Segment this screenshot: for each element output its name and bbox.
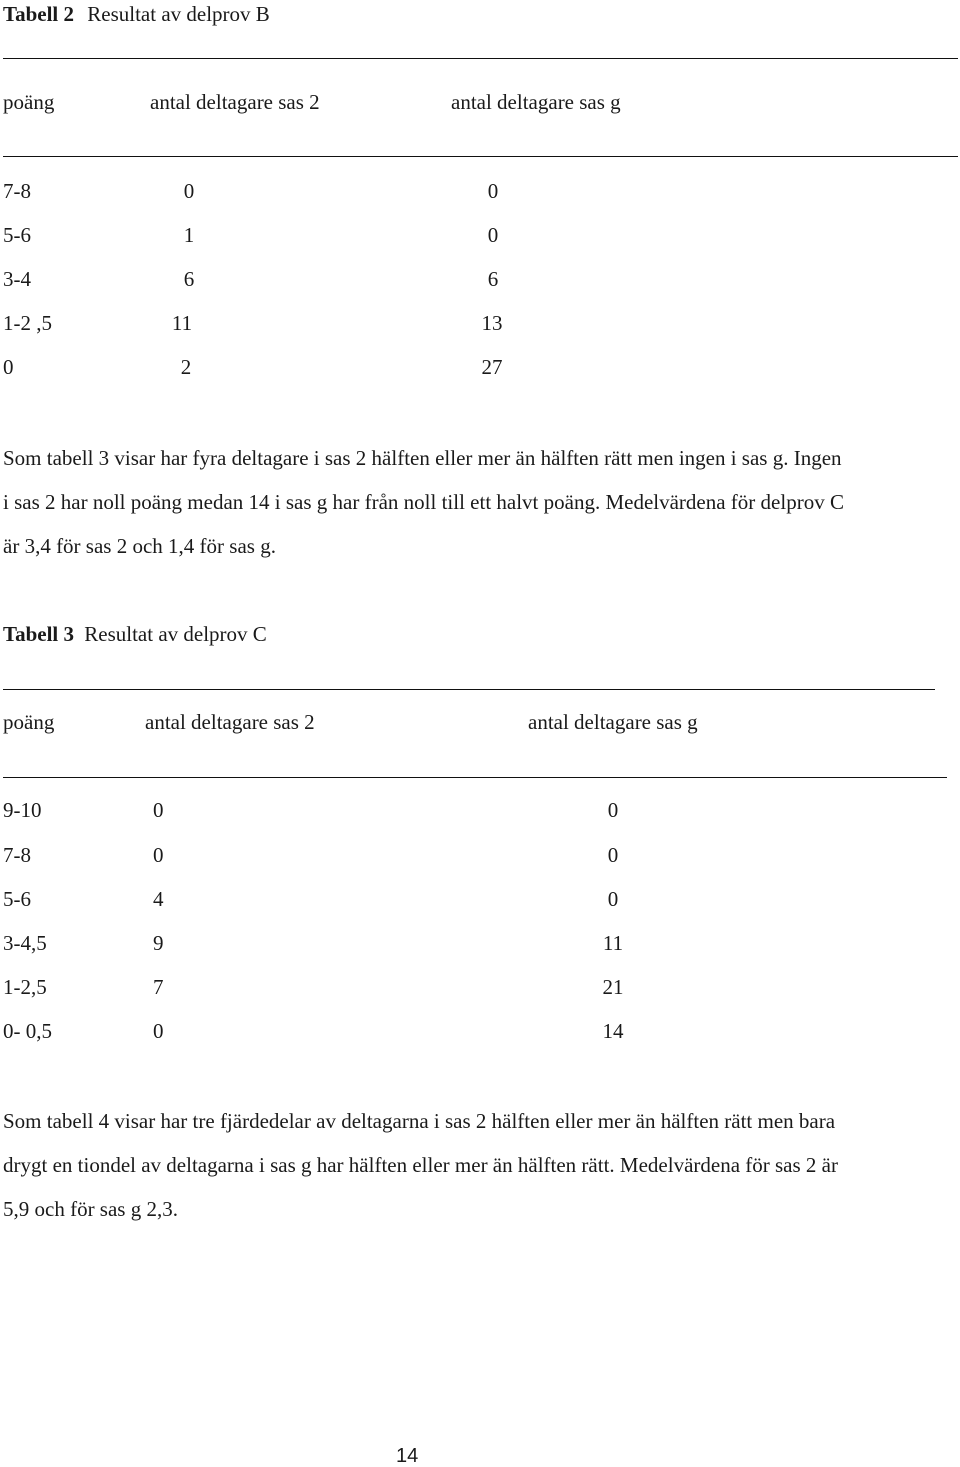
table3-title: Resultat av delprov C (84, 622, 267, 646)
paragraph-2-line: Som tabell 4 visar har tre fjärdedelar av deltagarna i sas 2 hälften eller mer än hälften rätt men bara (3, 1109, 836, 1133)
table-cell: 6 (487, 267, 499, 291)
paragraph-1-line: är 3,4 för sas 2 och 1,4 för sas g. (3, 534, 276, 558)
table-cell: 0 (153, 798, 164, 822)
table-cell: 3-4 (3, 267, 31, 291)
table-cell: 7-8 (3, 843, 31, 867)
table-cell: 9 (153, 931, 164, 955)
table-cell: 0- 0,5 (3, 1019, 52, 1043)
table3-header-sas2: antal deltagare sas 2 (145, 710, 315, 734)
table-cell: 0 (607, 798, 619, 822)
table-cell: 1 (183, 223, 195, 247)
table-cell: 5-6 (3, 887, 31, 911)
paragraph-2-line: drygt en tiondel av deltagarna i sas g har hälften eller mer än hälften rätt. Medelvärdena för sas 2 är (3, 1153, 838, 1177)
paragraph-1-line: Som tabell 3 visar har fyra deltagare i sas 2 hälften eller mer än hälften rätt men ingen i sas g. Ingen (3, 446, 842, 470)
table3-label: Tabell 3 (3, 622, 74, 646)
table-cell: 2 (180, 355, 192, 379)
table-cell: 0 (607, 887, 619, 911)
table2-top-rule (3, 58, 958, 59)
table-cell: 0 (3, 355, 14, 379)
table-cell: 9-10 (3, 798, 42, 822)
table3-header-points: poäng (3, 710, 55, 734)
table-cell: 3-4,5 (3, 931, 47, 955)
table-cell: 6 (183, 267, 195, 291)
paragraph-2-line: 5,9 och för sas g 2,3. (3, 1197, 178, 1221)
table-cell: 27 (481, 355, 503, 379)
table-cell: 0 (487, 179, 499, 203)
table3-caption (3, 624, 267, 645)
table3-header-rule (3, 777, 947, 778)
table-cell: 11 (602, 931, 624, 955)
table2-header-points: poäng (3, 90, 55, 114)
table-cell: 0 (153, 1019, 164, 1043)
table-cell: 0 (487, 223, 499, 247)
paragraph-2 (3, 1099, 960, 1231)
table-cell: 13 (481, 311, 503, 335)
table2-label: Tabell 2 (3, 2, 74, 26)
table-cell: 0 (607, 843, 619, 867)
table2-header-rule (3, 156, 958, 157)
table-cell: 0 (153, 843, 164, 867)
table2-title: Resultat av delprov B (87, 2, 270, 26)
table-cell: 7-8 (3, 179, 31, 203)
table-cell: 14 (602, 1019, 624, 1043)
table-cell: 5-6 (3, 223, 31, 247)
page-number: 14 (396, 1445, 419, 1467)
table-cell: 1-2 ,5 (3, 311, 52, 335)
table-cell: 0 (183, 179, 195, 203)
table-cell: 11 (171, 311, 193, 335)
table2-header-sasg: antal deltagare sas g (451, 90, 621, 114)
table-cell: 7 (153, 975, 164, 999)
paragraph-1-line: i sas 2 har noll poäng medan 14 i sas g har från noll till ett halvt poäng. Medelvärdena för delprov C (3, 490, 844, 514)
table2-header-sas2: antal deltagare sas 2 (150, 90, 320, 114)
table-cell: 1-2,5 (3, 975, 47, 999)
table3-header-sasg: antal deltagare sas g (528, 710, 698, 734)
table-cell: 21 (602, 975, 624, 999)
table3-top-rule (3, 689, 935, 690)
paragraph-1 (3, 436, 960, 568)
table2-caption (3, 4, 270, 25)
table-cell: 4 (153, 887, 164, 911)
